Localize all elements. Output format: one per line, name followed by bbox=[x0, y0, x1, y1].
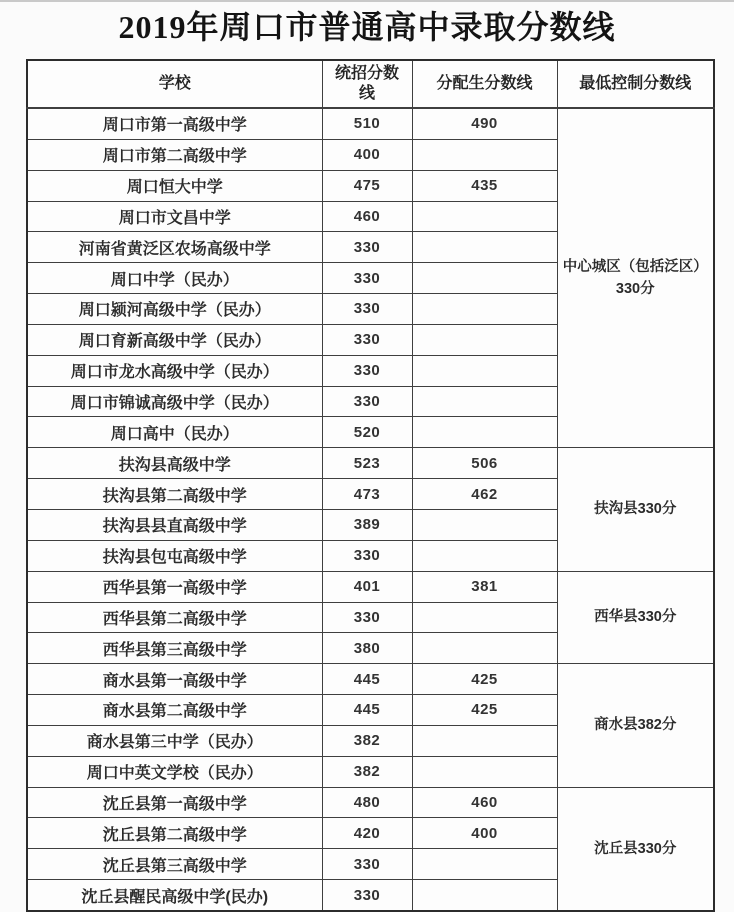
school-name-cell: 周口中英文学校（民办） bbox=[27, 756, 322, 787]
table-row bbox=[27, 787, 714, 818]
control-line-cell bbox=[557, 108, 714, 448]
school-name-cell: 西华县第三高级中学 bbox=[27, 633, 322, 664]
allocated-score-cell bbox=[412, 633, 557, 664]
unified-score-cell: 380 bbox=[322, 633, 412, 664]
allocated-score-cell bbox=[412, 756, 557, 787]
allocated-score-cell bbox=[412, 201, 557, 232]
school-name-cell: 商水县第二高级中学 bbox=[27, 695, 322, 726]
allocated-score-cell: 462 bbox=[412, 479, 557, 510]
allocated-score-cell: 400 bbox=[412, 818, 557, 849]
unified-score-cell: 330 bbox=[322, 880, 412, 911]
school-name-cell: 沈丘县第三高级中学 bbox=[27, 849, 322, 880]
school-name-cell: 沈丘县醒民高级中学(民办) bbox=[27, 880, 322, 911]
score-table-header bbox=[27, 60, 714, 108]
unified-score-cell: 389 bbox=[322, 509, 412, 540]
unified-score-cell: 330 bbox=[322, 263, 412, 294]
unified-score-cell: 473 bbox=[322, 479, 412, 510]
allocated-score-cell: 490 bbox=[412, 108, 557, 139]
allocated-score-cell bbox=[412, 294, 557, 325]
column-header-unified-score: 统招分数线 bbox=[322, 60, 412, 108]
column-header-allocated-score: 分配生分数线 bbox=[412, 60, 557, 108]
unified-score-cell: 460 bbox=[322, 201, 412, 232]
allocated-score-cell bbox=[412, 386, 557, 417]
page-title: 2019年周口市普通高中录取分数线 bbox=[118, 9, 616, 45]
school-name-cell: 周口市第一高级中学 bbox=[27, 108, 322, 139]
table-row bbox=[27, 108, 714, 139]
school-name-cell: 周口市文昌中学 bbox=[27, 201, 322, 232]
unified-score-cell: 330 bbox=[322, 386, 412, 417]
school-name-cell: 周口恒大中学 bbox=[27, 170, 322, 201]
control-line-cell bbox=[557, 448, 714, 571]
allocated-score-cell bbox=[412, 355, 557, 386]
allocated-score-cell: 506 bbox=[412, 448, 557, 479]
unified-score-cell: 510 bbox=[322, 108, 412, 139]
school-name-cell: 西华县第二高级中学 bbox=[27, 602, 322, 633]
school-name-cell: 扶沟县第二高级中学 bbox=[27, 479, 322, 510]
school-name-cell: 河南省黄泛区农场高级中学 bbox=[27, 232, 322, 263]
school-name-cell: 商水县第三中学（民办） bbox=[27, 725, 322, 756]
allocated-score-cell bbox=[412, 509, 557, 540]
school-name-cell: 周口育新高级中学（民办） bbox=[27, 324, 322, 355]
table-row bbox=[27, 571, 714, 602]
unified-score-cell: 420 bbox=[322, 818, 412, 849]
allocated-score-cell bbox=[412, 880, 557, 911]
unified-score-cell: 382 bbox=[322, 725, 412, 756]
school-name-cell: 周口市龙水高级中学（民办） bbox=[27, 355, 322, 386]
control-line-text: 西华县330分 bbox=[594, 609, 677, 626]
school-name-cell: 商水县第一高级中学 bbox=[27, 664, 322, 695]
control-line-text: 中心城区（包括泛区） bbox=[562, 258, 708, 275]
allocated-score-cell bbox=[412, 725, 557, 756]
unified-score-cell: 480 bbox=[322, 787, 412, 818]
control-line-text: 扶沟县330分 bbox=[594, 501, 677, 518]
allocated-score-cell bbox=[412, 602, 557, 633]
school-name-cell: 沈丘县第一高级中学 bbox=[27, 787, 322, 818]
school-name-cell: 周口市第二高级中学 bbox=[27, 139, 322, 170]
unified-score-cell: 330 bbox=[322, 849, 412, 880]
allocated-score-cell bbox=[412, 324, 557, 355]
control-line-cell bbox=[557, 664, 714, 787]
unified-score-cell: 330 bbox=[322, 324, 412, 355]
score-table bbox=[26, 59, 715, 912]
unified-score-cell: 520 bbox=[322, 417, 412, 448]
column-header-school: 学校 bbox=[27, 60, 322, 108]
unified-score-cell: 401 bbox=[322, 571, 412, 602]
unified-score-cell: 382 bbox=[322, 756, 412, 787]
allocated-score-cell bbox=[412, 417, 557, 448]
control-line-text: 沈丘县330分 bbox=[594, 840, 677, 857]
unified-score-cell: 475 bbox=[322, 170, 412, 201]
unified-score-cell: 445 bbox=[322, 695, 412, 726]
allocated-score-cell: 425 bbox=[412, 695, 557, 726]
school-name-cell: 扶沟县高级中学 bbox=[27, 448, 322, 479]
school-name-cell: 周口颍河高级中学（民办） bbox=[27, 294, 322, 325]
table-row bbox=[27, 448, 714, 479]
allocated-score-cell: 435 bbox=[412, 170, 557, 201]
control-line-cell bbox=[557, 571, 714, 664]
school-name-cell: 周口高中（民办） bbox=[27, 417, 322, 448]
allocated-score-cell bbox=[412, 263, 557, 294]
unified-score-cell: 445 bbox=[322, 664, 412, 695]
unified-score-cell: 330 bbox=[322, 294, 412, 325]
allocated-score-cell: 425 bbox=[412, 664, 557, 695]
allocated-score-cell bbox=[412, 232, 557, 263]
unified-score-cell: 523 bbox=[322, 448, 412, 479]
unified-score-cell: 330 bbox=[322, 232, 412, 263]
control-line-text: 商水县382分 bbox=[594, 717, 677, 734]
allocated-score-cell: 460 bbox=[412, 787, 557, 818]
control-line-text: 330分 bbox=[615, 281, 655, 298]
school-name-cell: 沈丘县第二高级中学 bbox=[27, 818, 322, 849]
allocated-score-cell bbox=[412, 139, 557, 170]
table-row bbox=[27, 664, 714, 695]
control-line-cell bbox=[557, 787, 714, 911]
allocated-score-cell bbox=[412, 849, 557, 880]
unified-score-cell: 400 bbox=[322, 139, 412, 170]
unified-score-cell: 330 bbox=[322, 602, 412, 633]
school-name-cell: 扶沟县包屯高级中学 bbox=[27, 540, 322, 571]
unified-score-cell: 330 bbox=[322, 355, 412, 386]
score-table-body bbox=[27, 108, 714, 911]
school-name-cell: 周口中学（民办） bbox=[27, 263, 322, 294]
unified-score-cell: 330 bbox=[322, 540, 412, 571]
allocated-score-cell: 381 bbox=[412, 571, 557, 602]
school-name-cell: 西华县第一高级中学 bbox=[27, 571, 322, 602]
school-name-cell: 扶沟县县直高级中学 bbox=[27, 509, 322, 540]
header-row bbox=[27, 60, 714, 108]
column-header-minimum-control-line: 最低控制分数线 bbox=[557, 60, 714, 108]
allocated-score-cell bbox=[412, 540, 557, 571]
school-name-cell: 周口市锦诚高级中学（民办） bbox=[27, 386, 322, 417]
